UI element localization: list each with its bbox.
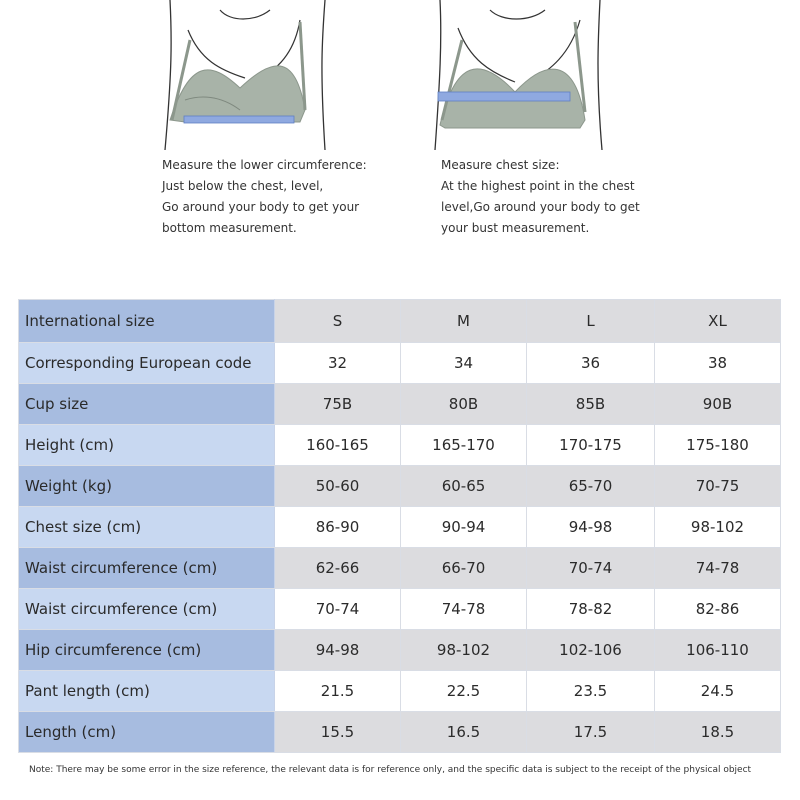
table-cell: 34	[401, 343, 527, 384]
table-cell: 102-106	[527, 630, 655, 671]
table-cell: 22.5	[401, 671, 527, 712]
instruction-line: Go around your body to get your	[162, 200, 360, 214]
table-cell: 24.5	[655, 671, 781, 712]
table-cell: 82-86	[655, 589, 781, 630]
table-cell: 70-74	[275, 589, 401, 630]
table-cell: 98-102	[655, 507, 781, 548]
table-cell: 32	[275, 343, 401, 384]
table-row	[19, 630, 781, 671]
table-cell: 78-82	[527, 589, 655, 630]
instruction-line: At the highest point in the chest	[441, 179, 635, 193]
table-cell: 18.5	[655, 712, 781, 753]
table-cell: 160-165	[275, 425, 401, 466]
table-cell: 74-78	[401, 589, 527, 630]
table-cell: 70-74	[527, 548, 655, 589]
table-cell: 85B	[527, 384, 655, 425]
instruction-line: Measure the lower circumference:	[162, 158, 367, 172]
row-label: Height (cm)	[19, 425, 275, 466]
row-label: Chest size (cm)	[19, 507, 275, 548]
table-cell: L	[527, 300, 655, 343]
table-row	[19, 384, 781, 425]
measurement-guide	[0, 0, 800, 280]
table-cell: 98-102	[401, 630, 527, 671]
table-cell: 75B	[275, 384, 401, 425]
table-row	[19, 343, 781, 384]
instruction-line: your bust measurement.	[441, 221, 590, 235]
instruction-line: Measure chest size:	[441, 158, 560, 172]
underbust-measurement-illustration	[160, 0, 330, 150]
underbust-instructions	[162, 155, 367, 239]
table-cell: 36	[527, 343, 655, 384]
table-cell: 80B	[401, 384, 527, 425]
size-chart	[18, 299, 780, 753]
table-cell: 50-60	[275, 466, 401, 507]
instruction-line: level,Go around your body to get	[441, 200, 640, 214]
table-row	[19, 425, 781, 466]
instruction-line: Just below the chest, level,	[162, 179, 324, 193]
table-cell: 74-78	[655, 548, 781, 589]
row-label: Pant length (cm)	[19, 671, 275, 712]
table-row	[19, 507, 781, 548]
size-table	[18, 299, 781, 753]
table-row	[19, 466, 781, 507]
table-cell: 86-90	[275, 507, 401, 548]
table-cell: 70-75	[655, 466, 781, 507]
table-cell: 170-175	[527, 425, 655, 466]
disclaimer-note: Note: There may be some error in the size reference, the relevant data is for reference only, and the specific data is subject to the receipt of the physical object	[29, 765, 752, 775]
table-row	[19, 671, 781, 712]
table-cell: 90-94	[401, 507, 527, 548]
table-row	[19, 300, 781, 343]
table-cell: 38	[655, 343, 781, 384]
table-cell: 106-110	[655, 630, 781, 671]
table-cell: 21.5	[275, 671, 401, 712]
table-cell: XL	[655, 300, 781, 343]
table-cell: 60-65	[401, 466, 527, 507]
table-row	[19, 712, 781, 753]
row-label: Corresponding European code	[19, 343, 275, 384]
table-cell: 94-98	[275, 630, 401, 671]
table-row	[19, 589, 781, 630]
table-cell: 66-70	[401, 548, 527, 589]
table-cell: 15.5	[275, 712, 401, 753]
table-cell: 62-66	[275, 548, 401, 589]
table-cell: M	[401, 300, 527, 343]
instruction-line: bottom measurement.	[162, 221, 297, 235]
row-label: Waist circumference (cm)	[19, 548, 275, 589]
table-cell: 90B	[655, 384, 781, 425]
bust-instructions	[441, 155, 640, 239]
table-cell: 23.5	[527, 671, 655, 712]
table-cell: 65-70	[527, 466, 655, 507]
row-label: International size	[19, 300, 275, 343]
row-label: Length (cm)	[19, 712, 275, 753]
row-label: Hip circumference (cm)	[19, 630, 275, 671]
table-cell: S	[275, 300, 401, 343]
table-cell: 94-98	[527, 507, 655, 548]
table-cell: 175-180	[655, 425, 781, 466]
row-label: Weight (kg)	[19, 466, 275, 507]
table-cell: 16.5	[401, 712, 527, 753]
row-label: Cup size	[19, 384, 275, 425]
table-cell: 165-170	[401, 425, 527, 466]
bust-measurement-illustration	[430, 0, 610, 150]
table-cell: 17.5	[527, 712, 655, 753]
row-label: Waist circumference (cm)	[19, 589, 275, 630]
table-row	[19, 548, 781, 589]
